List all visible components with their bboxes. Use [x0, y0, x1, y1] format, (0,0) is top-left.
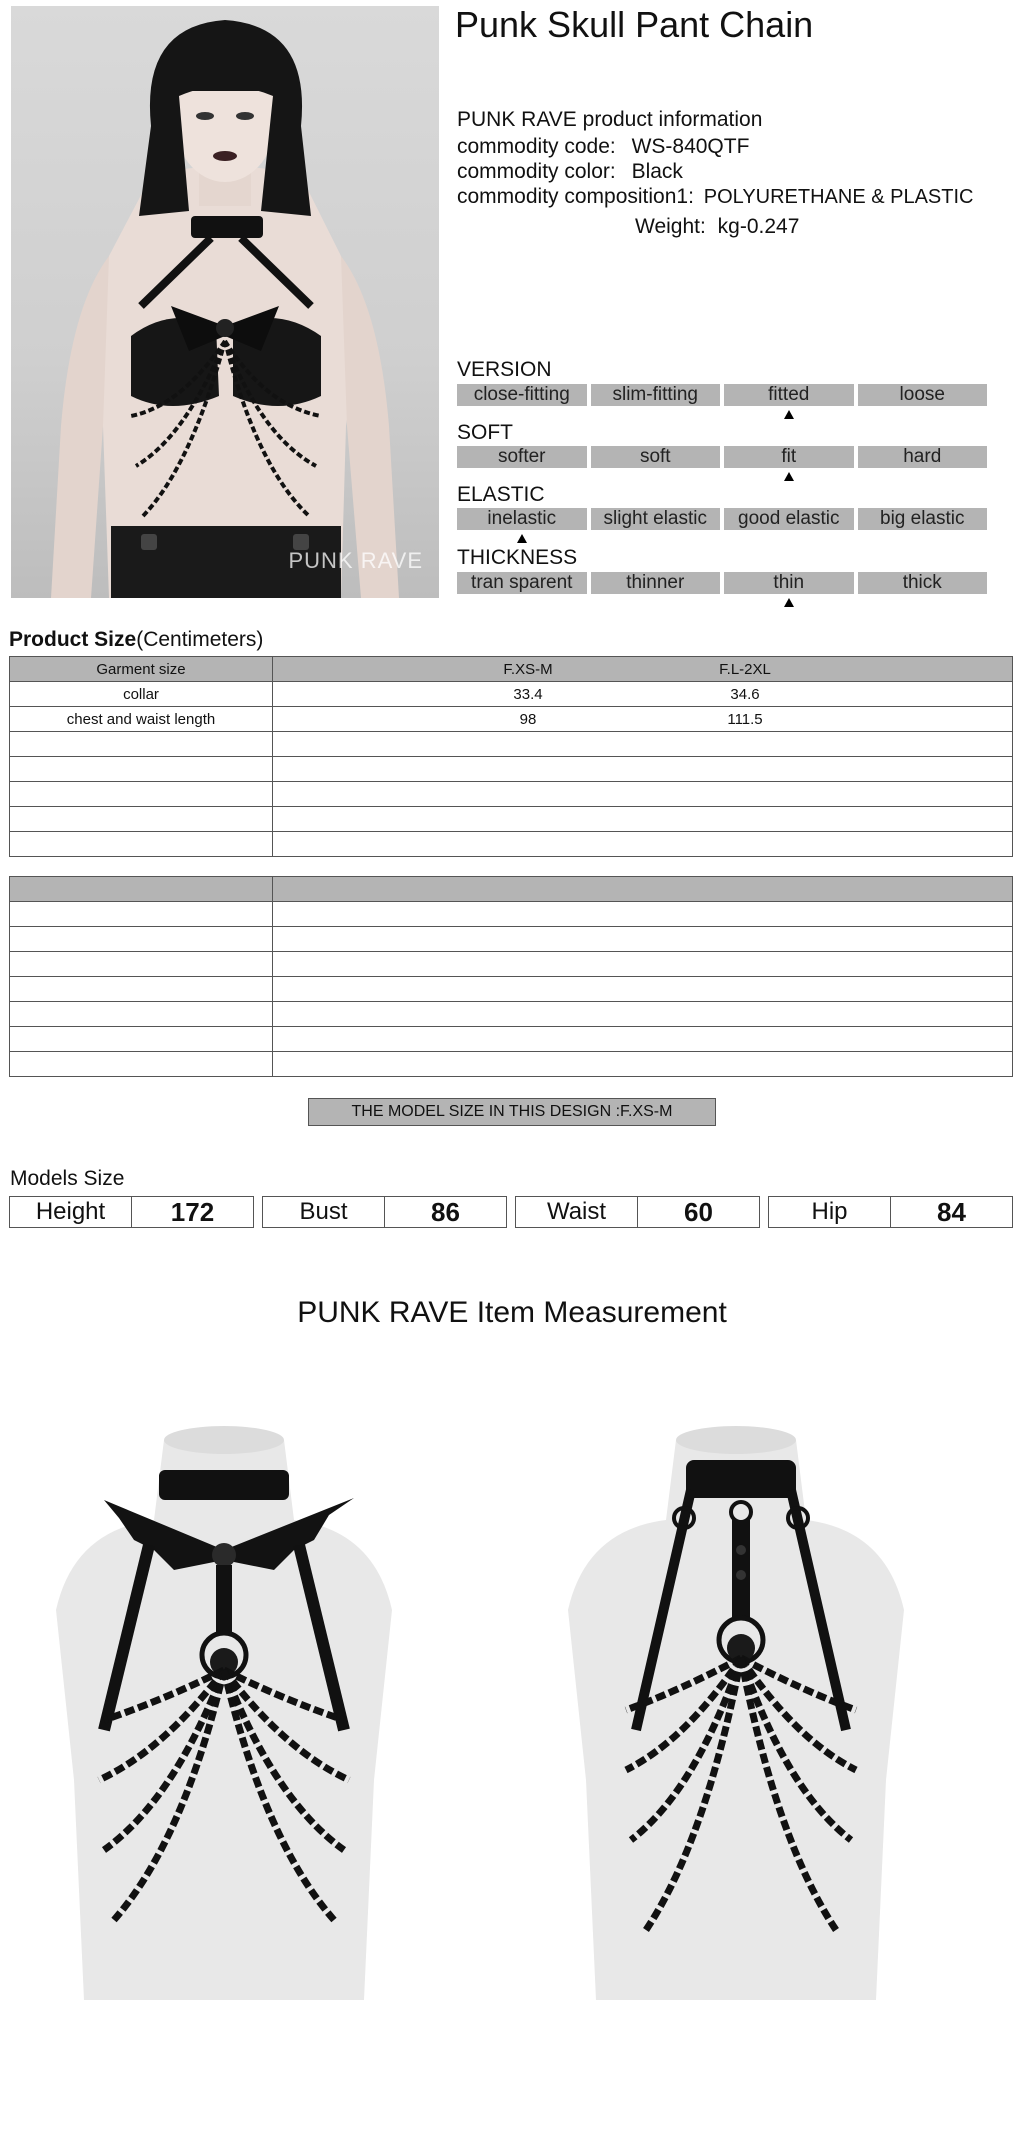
model-measure-value: 84: [937, 1197, 966, 1227]
measurement-label: chest and waist length: [10, 707, 273, 732]
table-row-empty: [10, 977, 1013, 1002]
mannequin-front-with-bow: [44, 1400, 404, 2020]
size-columns-header: [273, 657, 1013, 682]
model-size-banner: THE MODEL SIZE IN THIS DESIGN :F.XS-M: [308, 1098, 716, 1126]
measurement-values: [273, 707, 1013, 732]
soft-label: SOFT: [457, 421, 513, 444]
soft-option-selected: fit: [724, 446, 854, 468]
model-measure-value: 172: [170, 1197, 215, 1227]
measurement-value: 98: [519, 711, 537, 728]
measurement-label: collar: [10, 682, 273, 707]
elastic-option: big elastic: [858, 508, 988, 530]
model-illustration: [11, 6, 439, 598]
thickness-option: thick: [858, 572, 988, 594]
soft-option: soft: [591, 446, 721, 468]
measurement-title: PUNK RAVE Item Measurement: [297, 1296, 727, 1329]
soft-scale: [457, 446, 987, 468]
model-measure-value: 60: [684, 1197, 713, 1227]
info-commodity-code: [457, 134, 749, 159]
thickness-option: thinner: [591, 572, 721, 594]
info-label: commodity code:: [457, 135, 616, 158]
info-label: commodity color:: [457, 160, 616, 183]
thickness-option: tran sparent: [457, 572, 587, 594]
table-row-empty: [10, 927, 1013, 952]
elastic-option: good elastic: [724, 508, 854, 530]
model-measure-label: Bust: [263, 1197, 385, 1227]
model-bust: [262, 1196, 507, 1228]
model-height: [9, 1196, 254, 1228]
models-size-row: [9, 1196, 1013, 1228]
table-row-empty: [10, 732, 1013, 757]
elastic-scale: [457, 508, 987, 530]
measurement-value: 34.6: [730, 686, 760, 703]
info-value: kg-0.247: [717, 215, 800, 238]
model-measure-label: Waist: [516, 1197, 638, 1227]
info-label: commodity composition1:: [457, 185, 694, 208]
table-row-empty: [10, 757, 1013, 782]
model-hip: [768, 1196, 1013, 1228]
info-label: Weight:: [635, 215, 706, 238]
table-row: [10, 707, 1013, 732]
table-row-empty: [10, 952, 1013, 977]
table-row-empty: [10, 1002, 1013, 1027]
measurement-values: [273, 682, 1013, 707]
table-row-empty: [10, 807, 1013, 832]
size-header: F.L-2XL: [719, 661, 771, 678]
size-header: F.XS-M: [503, 661, 553, 678]
version-scale: [457, 384, 987, 406]
soft-option: hard: [858, 446, 988, 468]
elastic-option: slight elastic: [591, 508, 721, 530]
thickness-label: THICKNESS: [457, 546, 578, 569]
photo-watermark: PUNK RAVE: [288, 548, 423, 573]
measurement-value: 111.5: [727, 711, 763, 728]
models-size-title: Models Size: [10, 1167, 125, 1190]
info-commodity-composition: [457, 184, 973, 210]
model-measure-label: Height: [10, 1197, 132, 1227]
model-measure-label: Hip: [769, 1197, 891, 1227]
table-row-empty: [10, 782, 1013, 807]
table-row-empty: [10, 902, 1013, 927]
secondary-size-table: [9, 876, 1013, 1077]
product-title: Punk Skull Pant Chain: [455, 4, 814, 45]
size-table-unit: (Centimeters): [136, 628, 264, 651]
size-table: [9, 656, 1013, 857]
size-table-title: [9, 628, 263, 652]
table-row: [10, 682, 1013, 707]
table-row-empty: [10, 832, 1013, 857]
table-row-empty: [10, 1052, 1013, 1077]
info-value: POLYURETHANE & PLASTIC: [703, 186, 974, 208]
table-row-empty: [10, 1027, 1013, 1052]
info-value: Black: [631, 160, 683, 183]
garment-size-header: Garment size: [10, 657, 273, 682]
version-option-selected: fitted: [724, 384, 854, 406]
info-heading: PUNK RAVE product information: [457, 108, 763, 131]
version-option: close-fitting: [457, 384, 587, 406]
model-waist: [515, 1196, 760, 1228]
version-label: VERSION: [457, 358, 552, 381]
mannequin-front-without-bow: [556, 1400, 916, 2020]
version-option: loose: [858, 384, 988, 406]
soft-option: softer: [457, 446, 587, 468]
thickness-scale: [457, 572, 987, 594]
secondary-table-header-row: [10, 877, 1013, 902]
info-value: WS-840QTF: [631, 135, 750, 158]
measurement-value: 33.4: [513, 686, 543, 703]
size-table-title-text: Product Size: [9, 628, 137, 651]
model-measure-value: 86: [431, 1197, 460, 1227]
thickness-option-selected: thin: [724, 572, 854, 594]
info-commodity-color: [457, 159, 683, 184]
elastic-option-selected: inelastic: [457, 508, 587, 530]
info-weight: [635, 214, 799, 239]
size-table-header-row: [10, 657, 1013, 682]
product-photo: [11, 6, 439, 598]
version-option: slim-fitting: [591, 384, 721, 406]
elastic-label: ELASTIC: [457, 483, 545, 506]
